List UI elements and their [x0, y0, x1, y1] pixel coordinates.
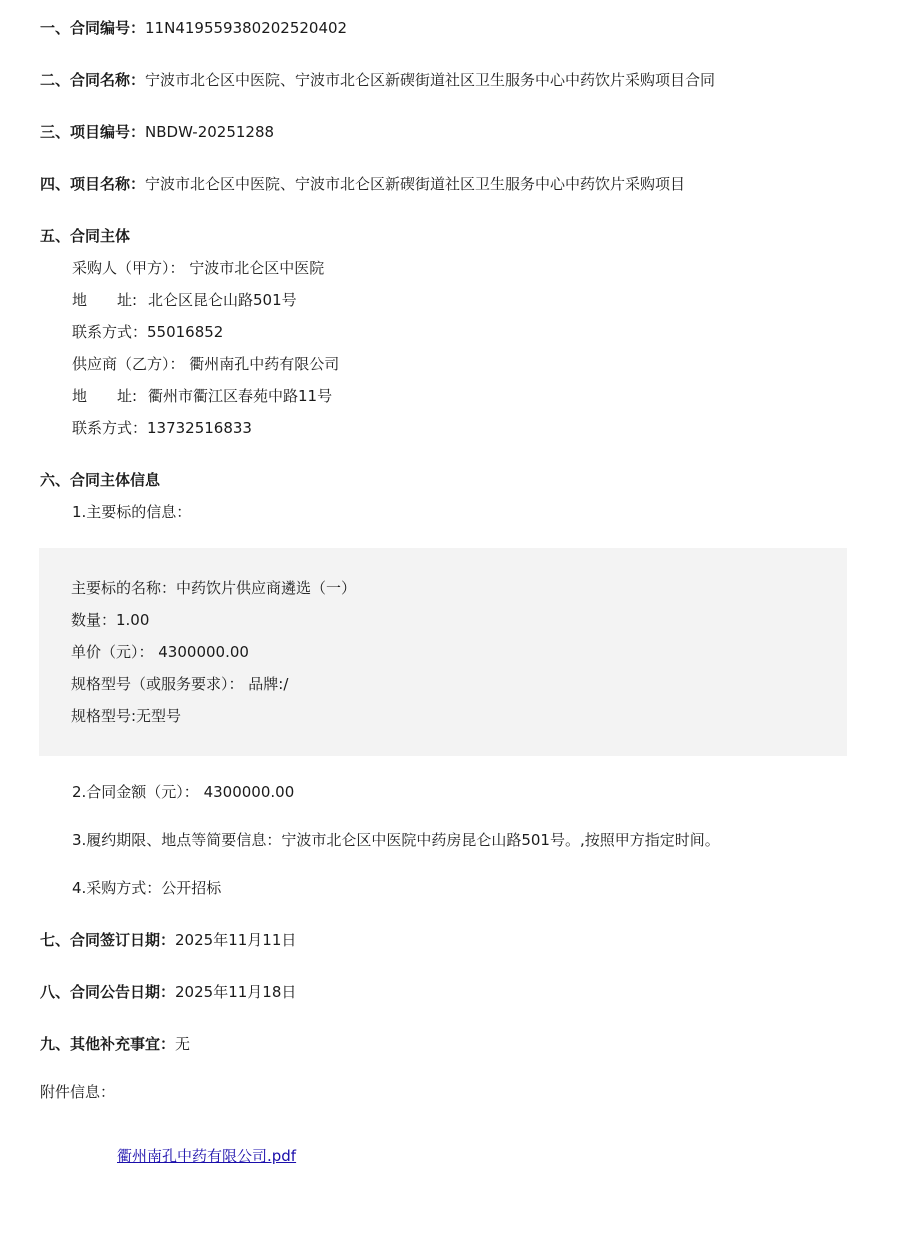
project-number-row: [40, 122, 274, 142]
other-matters-label: 九、其他补充事宜：: [40, 1035, 176, 1053]
attachments-label: 附件信息：: [40, 1083, 116, 1101]
contract-name-value: 宁波市北仑区中医院、宁波市北仑区新碶街道社区卫生服务中心中药饮片采购项目合同: [145, 71, 716, 89]
supplier-contact-line: 联系方式：13732516833: [72, 419, 252, 437]
main-subject-box: [39, 548, 847, 756]
subject-unit-price: 单价（元）： 4300000.00: [71, 643, 249, 661]
buyer-contact-line: 联系方式：55016852: [72, 323, 224, 341]
buyer-line: 采购人（甲方）： 宁波市北仑区中医院: [72, 259, 325, 277]
announcement-date-value: 2025年11月18日: [175, 983, 297, 1001]
supplier-address-value: 衢州市衢江区春苑中路11号: [148, 387, 333, 405]
signing-date-label: 七、合同签订日期：: [40, 931, 176, 949]
contract-amount: 2.合同金额（元）： 4300000.00: [72, 783, 295, 801]
subject-spec: 规格型号（或服务要求）： 品牌:/: [71, 675, 289, 693]
contract-parties-label: 五、合同主体: [40, 227, 131, 245]
contract-name-label: 二、合同名称：: [40, 71, 146, 89]
contract-info-label: 六、合同主体信息: [40, 471, 161, 489]
announcement-date-row: [40, 982, 296, 1002]
supplier-line: 供应商（乙方）： 衢州南孔中药有限公司: [72, 355, 340, 373]
subject-quantity: 数量：1.00: [71, 611, 150, 629]
supplier-address-line: [72, 386, 332, 406]
project-number-value: NBDW-20251288: [145, 123, 275, 141]
project-name-row: [40, 174, 685, 194]
subject-model: 规格型号:无型号: [71, 707, 182, 725]
project-name-label: 四、项目名称：: [40, 175, 146, 193]
contract-number-row: [40, 18, 347, 38]
contract-parties-heading: [40, 226, 130, 246]
buyer-address-line: [72, 290, 297, 310]
signing-date-row: [40, 930, 296, 950]
buyer-address-value: 北仑区昆仑山路501号: [148, 291, 297, 309]
project-name-value: 宁波市北仑区中医院、宁波市北仑区新碶街道社区卫生服务中心中药饮片采购项目: [145, 175, 686, 193]
announcement-date-label: 八、合同公告日期：: [40, 983, 176, 1001]
contract-name-row: [40, 70, 715, 90]
contract-info-heading: [40, 470, 160, 490]
supplier-address-key: 地 址:: [72, 387, 138, 405]
project-number-label: 三、项目编号：: [40, 123, 146, 141]
signing-date-value: 2025年11月11日: [175, 931, 297, 949]
performance-info: 3.履约期限、地点等简要信息：宁波市北仑区中医院中药房昆仑山路501号。,按照甲方指定时间。: [72, 831, 720, 849]
subject-name: 主要标的名称：中药饮片供应商遴选（一）: [71, 579, 357, 597]
other-matters-value: 无: [175, 1035, 191, 1053]
main-subject-info-label: 1.主要标的信息：: [72, 503, 192, 521]
contract-number-value: 11N419559380202520402: [145, 19, 348, 37]
attachment-pdf-link[interactable]: 衢州南孔中药有限公司.pdf: [117, 1147, 297, 1165]
other-matters-row: [40, 1034, 190, 1054]
procurement-method: 4.采购方式：公开招标: [72, 879, 222, 897]
contract-number-label: 一、合同编号：: [40, 19, 146, 37]
buyer-address-key: 地 址:: [72, 291, 138, 309]
